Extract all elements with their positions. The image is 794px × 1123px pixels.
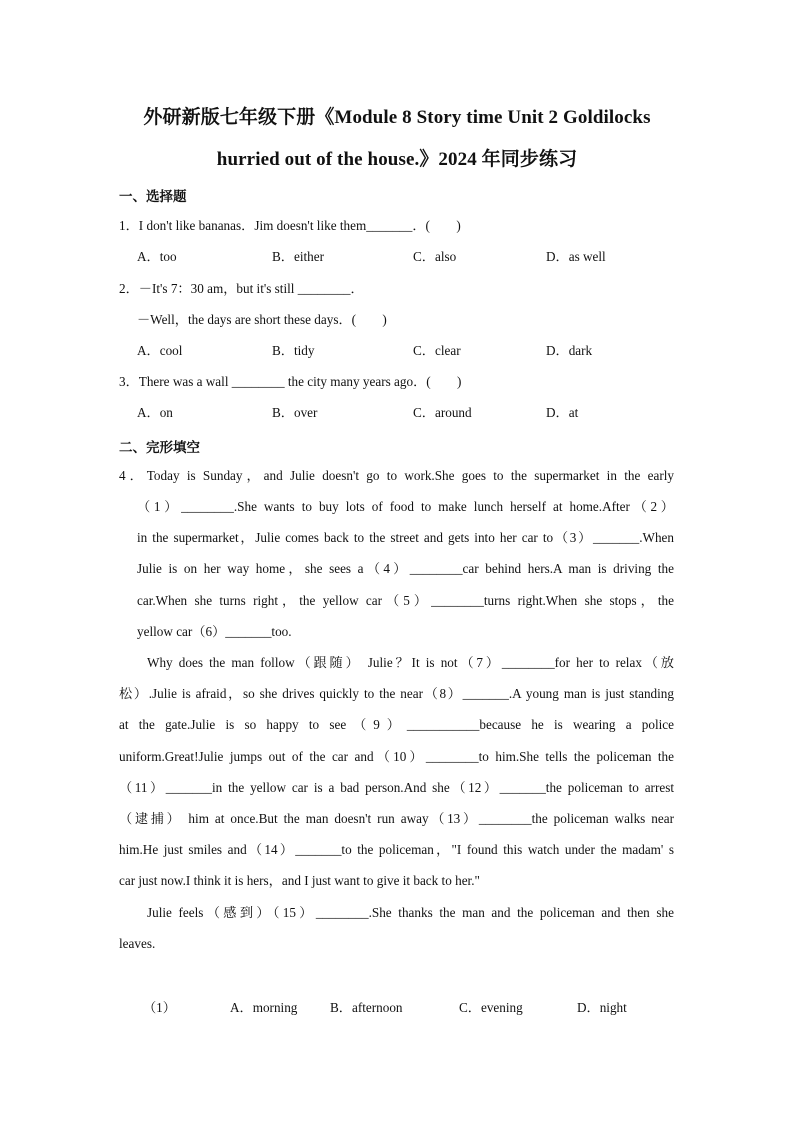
passage-line: car.When she turns right，the yellow car（5）________turns right.When she stops，the <box>137 593 674 608</box>
passage-line: Why does the man follow（跟随） Julie？It is not（7）________for her to relax（放 <box>147 655 674 670</box>
passage-line: at the gate.Julie is so happy to see（9）___________because he is wearing a police <box>119 717 674 732</box>
passage-line: leaves. <box>119 936 156 951</box>
question-1-option-d: D．as well <box>546 249 606 264</box>
question-1-option-b: B．either <box>272 249 325 264</box>
passage-line: （11）_______in the yellow car is a bad person.And she（12）_______the policeman to arrest <box>119 780 674 795</box>
question-3-stem: 3．There was a wall ________ the city many years ago．( ) <box>119 374 462 389</box>
cloze-item-1-number: （1） <box>143 1000 176 1015</box>
question-3-option-d: D．at <box>546 405 579 420</box>
question-1-option-c: C．also <box>413 249 457 264</box>
question-3-option-a: A．on <box>137 405 173 420</box>
question-2-option-b: B．tidy <box>272 343 315 358</box>
passage-line: car just now.I think it is hers，and I just want to give it back to her." <box>119 873 480 888</box>
passage-line: （逮捕） him at once.But the man doesn't run away（13）________the policeman walks near <box>119 811 674 826</box>
passage-line: 4．Today is Sunday，and Julie doesn't go to work.She goes to the supermarket in the early <box>119 468 674 483</box>
cloze-item-1-option-d: D．night <box>577 1000 627 1015</box>
passage-line: yellow car（6）_______too. <box>137 624 292 639</box>
question-2-option-c: C．clear <box>413 343 461 358</box>
document-title-line-1: 外研新版七年级下册《Module 8 Story time Unit 2 Goldilocks <box>143 107 651 128</box>
section-heading-cloze: 二、完形填空 <box>119 440 200 456</box>
passage-line: in the supermarket，Julie comes back to the street and gets into her car to（3）_______.When <box>137 530 674 545</box>
passage-line: uniform.Great!Julie jumps out of the car and（10）________to him.She tells the policeman the <box>119 749 674 764</box>
passage-line: him.He just smiles and（14）_______to the policeman，"I found this watch under the madam' s <box>119 842 674 857</box>
question-3-option-c: C．around <box>413 405 472 420</box>
cloze-item-1-option-a: A．morning <box>230 1000 298 1015</box>
passage-line: 松）.Julie is afraid，so she drives quickly to the near（8）_______.A young man is just standing <box>119 686 674 701</box>
question-2-stem: 2．－It's 7：30 am，but it's still ________． <box>119 281 364 296</box>
passage-line: （1）________.She wants to buy lots of food to make lunch herself at home.After（2） <box>137 499 674 514</box>
question-3-option-b: B．over <box>272 405 318 420</box>
question-2-option-a: A．cool <box>137 343 183 358</box>
passage-line: Julie feels（感到）（15）________.She thanks the man and the policeman and then she <box>147 905 674 920</box>
cloze-item-1-option-c: C．evening <box>459 1000 523 1015</box>
question-1-option-a: A．too <box>137 249 177 264</box>
document-title-line-2: hurried out of the house.》2024 年同步练习 <box>216 149 578 170</box>
question-1-stem: 1．I don't like bananas．Jim doesn't like them_______．( ) <box>119 218 461 233</box>
section-heading-multiple-choice: 一、选择题 <box>119 189 187 205</box>
passage-line: Julie is on her way home，she sees a（4）________car behind hers.A man is driving the <box>137 561 674 576</box>
cloze-item-1-option-b: B．afternoon <box>330 1000 403 1015</box>
question-2-option-d: D．dark <box>546 343 593 358</box>
question-2-stem-reply: －Well，the days are short these days．( ) <box>137 312 387 327</box>
